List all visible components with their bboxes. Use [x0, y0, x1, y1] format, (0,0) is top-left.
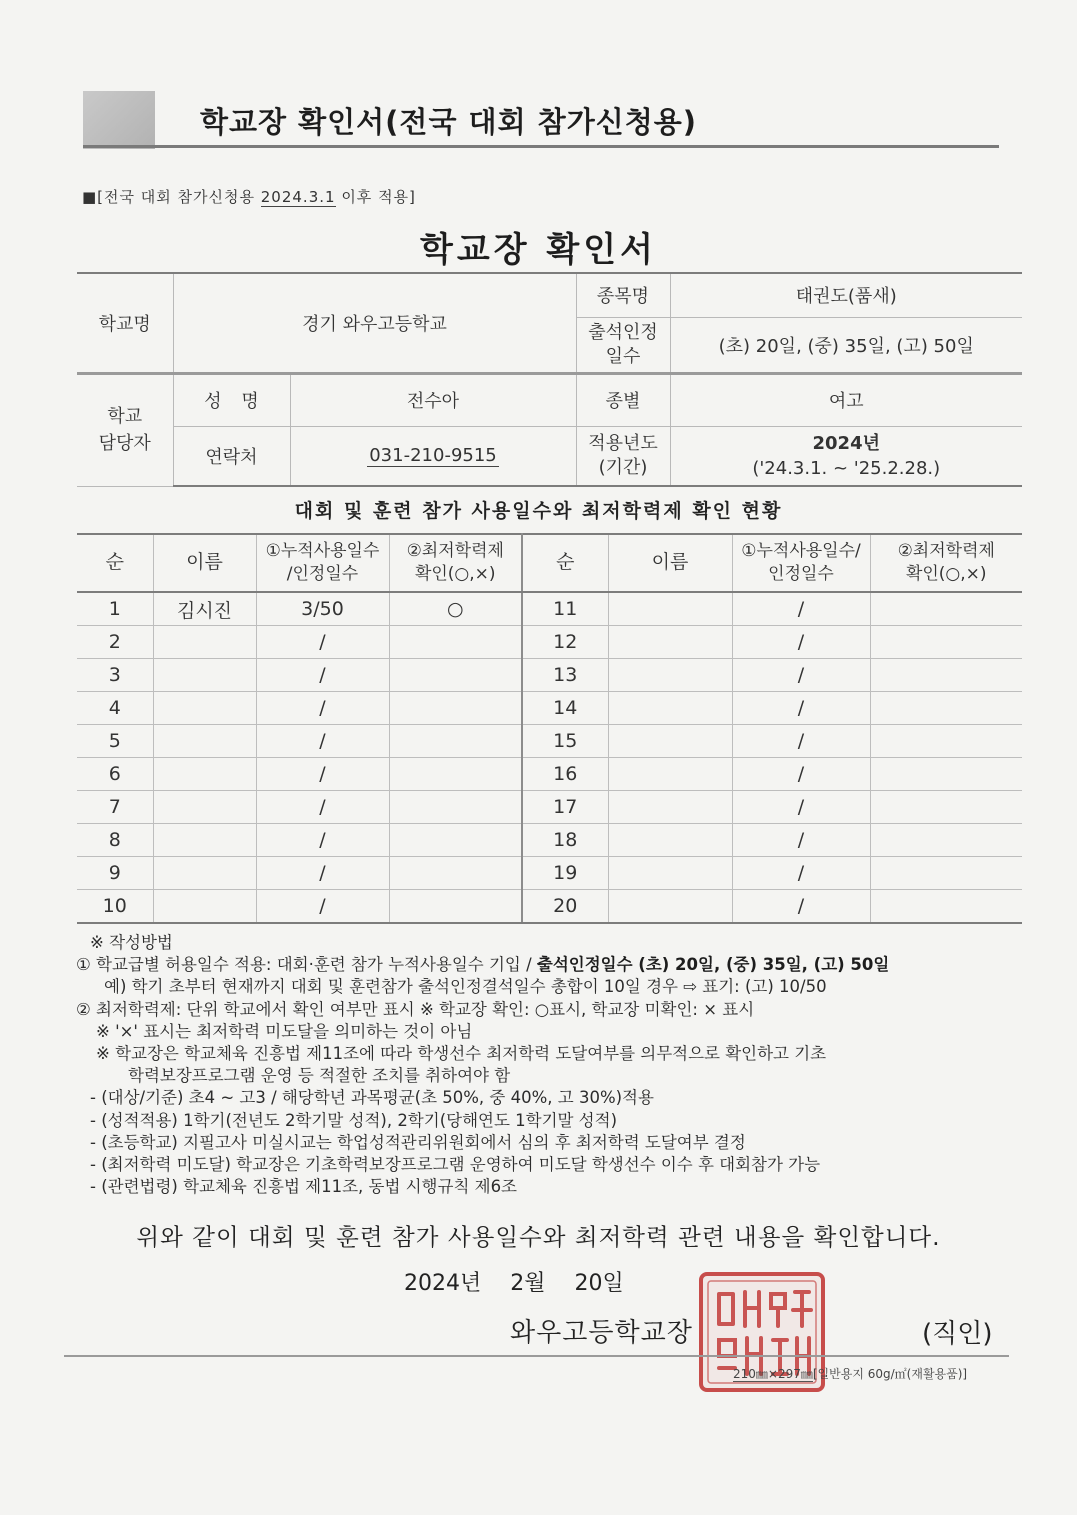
row-check [389, 725, 522, 758]
row-name [153, 890, 256, 924]
seal-label: (직인) [922, 1319, 993, 1349]
row-name [608, 890, 732, 924]
col-min-2: ②최저학력제 확인(○,×) [870, 534, 1022, 592]
row-days: / [256, 824, 389, 857]
main-title: 학교장 확인서 [420, 230, 657, 270]
instruction-line: - (대상/기준) 초4 ~ 고3 / 해당학년 과목평균(초 50%, 중 40%, 고 30%)적용 [90, 1088, 654, 1108]
row-no: 20 [522, 890, 608, 924]
row-name [608, 857, 732, 890]
instructions [76, 932, 1026, 1198]
row-name [153, 857, 256, 890]
row-days: / [732, 626, 870, 659]
col-name-2: 이름 [608, 534, 732, 592]
row-days: / [256, 857, 389, 890]
row-days: / [732, 592, 870, 626]
school-value: 경기 와우고등학교 [173, 273, 576, 373]
status-header-row [77, 534, 1022, 592]
row-check: ○ [389, 592, 522, 626]
table-row [77, 725, 1022, 758]
row-name [608, 758, 732, 791]
row-check [389, 857, 522, 890]
row-no: 1 [77, 592, 153, 626]
principal-signature: 와우고등학교장 [510, 1318, 693, 1348]
school-label: 학교명 [77, 273, 173, 373]
col-no-2: 순 [522, 534, 608, 592]
header-divider [83, 145, 999, 148]
row-days: / [256, 890, 389, 924]
col-no: 순 [77, 534, 153, 592]
row-no: 5 [77, 725, 153, 758]
table-row [77, 692, 1022, 725]
row-days: / [732, 824, 870, 857]
row-name [608, 659, 732, 692]
row-days: 3/50 [256, 592, 389, 626]
row-check [389, 824, 522, 857]
row-name [608, 791, 732, 824]
row-check [870, 758, 1022, 791]
row-no: 12 [522, 626, 608, 659]
status-table [77, 533, 1022, 924]
row-check [389, 626, 522, 659]
table-row [77, 758, 1022, 791]
name-value: 전수아 [290, 373, 576, 426]
row-name [153, 758, 256, 791]
paper-spec: 210㎜×297㎜[일반용지 60g/㎡(재활용품)] [733, 1367, 968, 1381]
row-days: / [256, 725, 389, 758]
row-days: / [256, 791, 389, 824]
contact-label: 연락처 [173, 426, 290, 486]
confirm-statement: 위와 같이 대회 및 훈련 참가 사용일수와 최저학력 관련 내용을 확인합니다. [136, 1223, 941, 1251]
row-check [389, 659, 522, 692]
row-name [153, 659, 256, 692]
header-title: 학교장 확인서(전국 대회 참가신청용) [200, 105, 698, 139]
row-days: / [732, 890, 870, 924]
col-name: 이름 [153, 534, 256, 592]
instruction-line: ① 학교급별 허용일수 적용: 대회·훈련 참가 누적사용일수 기입 / 출석인정일수 (초) 20일, (중) 35일, (고) 50일 [76, 955, 890, 975]
instruction-line: - (최저학력 미도달) 학교장은 기초학력보장프로그램 운영하여 미도달 학생선수 이수 후 대회참가 가능 [90, 1155, 821, 1175]
row-no: 9 [77, 857, 153, 890]
gender-label: 종별 [576, 373, 670, 426]
attendance-value: (초) 20일, (중) 35일, (고) 50일 [670, 317, 1022, 373]
row-no: 6 [77, 758, 153, 791]
row-name [153, 692, 256, 725]
row-name [153, 626, 256, 659]
info-table [77, 272, 1022, 487]
col-days-2: ①누적사용일수/ 인정일수 [732, 534, 870, 592]
col-min: ②최저학력제 확인(○,×) [389, 534, 522, 592]
applicability-note: ■[전국 대회 참가신청용 2024.3.1 이후 적용] [82, 188, 416, 206]
bottom-divider [64, 1355, 1009, 1357]
attendance-label: 출석인정 일수 [576, 317, 670, 373]
row-no: 10 [77, 890, 153, 924]
gender-value: 여고 [670, 373, 1022, 426]
row-no: 16 [522, 758, 608, 791]
row-no: 7 [77, 791, 153, 824]
row-no: 15 [522, 725, 608, 758]
row-check [870, 692, 1022, 725]
row-days: / [732, 758, 870, 791]
row-name [153, 791, 256, 824]
row-check [870, 824, 1022, 857]
row-no: 11 [522, 592, 608, 626]
row-check [389, 890, 522, 924]
table-row [77, 592, 1022, 626]
issue-date: 2024년 2월 20일 [404, 1271, 624, 1296]
row-days: / [732, 791, 870, 824]
table-row [77, 890, 1022, 924]
table-row [77, 857, 1022, 890]
instruction-line: ※ 학교장은 학교체육 진흥법 제11조에 따라 학생선수 최저학력 도달여부를 의무적으로 확인하고 기초 [96, 1044, 827, 1064]
row-name [608, 824, 732, 857]
row-check [870, 659, 1022, 692]
row-check [870, 857, 1022, 890]
sport-value: 태권도(품새) [670, 273, 1022, 317]
contact-value: 031-210-9515 [290, 426, 576, 486]
row-days: / [732, 725, 870, 758]
table-row [77, 824, 1022, 857]
status-title: 대회 및 훈련 참가 사용일수와 최저학력제 확인 현황 [294, 500, 783, 522]
row-name: 김시진 [153, 592, 256, 626]
instructions-heading: ※ 작성방법 [90, 933, 173, 952]
instruction-line: ※ '×' 표시는 최저학력 미도달을 의미하는 것이 아님 [96, 1021, 473, 1041]
row-check [870, 592, 1022, 626]
instruction-line: 예) 학기 초부터 현재까지 대회 및 훈련참가 출석인정결석일수 총합이 10일 경우 ⇨ 표기: (고) 10/50 [104, 977, 827, 997]
row-check [389, 791, 522, 824]
row-check [870, 791, 1022, 824]
row-check [389, 692, 522, 725]
instruction-line: - (초등학교) 지필고사 미실시교는 학업성적관리위원회에서 심의 후 최저학력 도달여부 결정 [90, 1132, 746, 1152]
period-label: 적용년도 (기간) [576, 426, 670, 486]
row-days: / [256, 626, 389, 659]
instruction-line: - (성적적용) 1학기(전년도 2학기말 성적), 2학기(당해연도 1학기말 성적) [90, 1110, 618, 1130]
row-days: / [256, 692, 389, 725]
row-days: / [732, 659, 870, 692]
row-check [870, 626, 1022, 659]
row-name [153, 725, 256, 758]
row-days: / [732, 857, 870, 890]
row-name [153, 824, 256, 857]
row-no: 19 [522, 857, 608, 890]
row-no: 14 [522, 692, 608, 725]
row-no: 4 [77, 692, 153, 725]
row-no: 8 [77, 824, 153, 857]
row-no: 2 [77, 626, 153, 659]
instruction-line: - (관련법령) 학교체육 진흥법 제11조, 동법 시행규칙 제6조 [90, 1177, 517, 1197]
row-name [608, 692, 732, 725]
row-name [608, 626, 732, 659]
instruction-line: 학력보장프로그램 운영 등 적절한 조치를 취하여야 함 [128, 1066, 511, 1086]
row-check [870, 725, 1022, 758]
header-gray-box [83, 91, 155, 149]
row-no: 17 [522, 791, 608, 824]
row-check [389, 758, 522, 791]
row-name [608, 592, 732, 626]
row-days: / [256, 758, 389, 791]
manager-label: 학교 담당자 [77, 373, 173, 486]
sport-label: 종목명 [576, 273, 670, 317]
table-row [77, 791, 1022, 824]
col-days: ①누적사용일수 /인정일수 [256, 534, 389, 592]
row-no: 13 [522, 659, 608, 692]
period-value: 2024년 ('24.3.1. ~ '25.2.28.) [670, 426, 1022, 486]
row-no: 3 [77, 659, 153, 692]
row-name [608, 725, 732, 758]
row-days: / [256, 659, 389, 692]
row-check [870, 890, 1022, 924]
name-label: 성 명 [173, 373, 290, 426]
table-row [77, 626, 1022, 659]
table-row [77, 659, 1022, 692]
row-days: / [732, 692, 870, 725]
instruction-line: ② 최저학력제: 단위 학교에서 확인 여부만 표시 ※ 학교장 확인: ○표시, 학교장 미확인: × 표시 [76, 999, 755, 1019]
row-no: 18 [522, 824, 608, 857]
